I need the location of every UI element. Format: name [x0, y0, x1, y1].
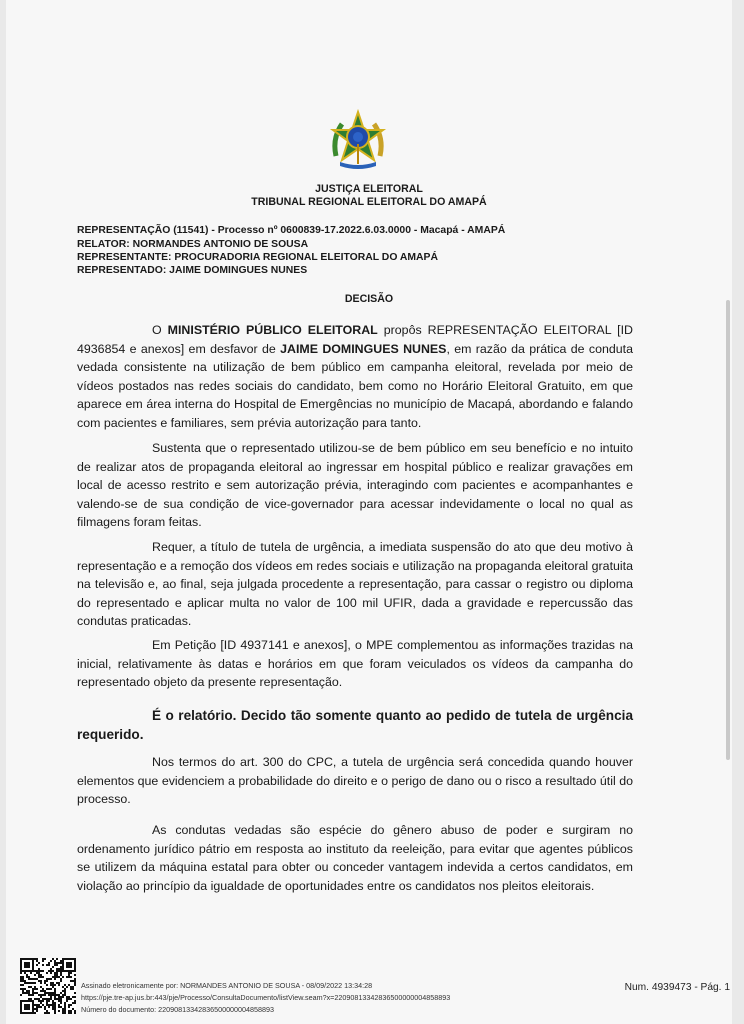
paragraph-1-text-c: propôs REPRESENTAÇÃO ELEITORAL [ID 4936854 e anexos] em desfavor de	[77, 323, 633, 356]
paragraph-1-mpe: MINISTÉRIO PÚBLICO ELEITORAL	[167, 323, 378, 337]
document-page	[6, 0, 732, 1024]
document-url-link[interactable]: https://pje.tre-ap.jus.br:443/pje/Processo/ConsultaDocumento/listView.seam?x=22090813342836500000004858893	[81, 993, 451, 1002]
paragraph-7: As condutas vedadas são espécie do gênero abuso de poder e surgiram no ordenamento jurídico pátrio em resposta ao instituto da reeleição, para evitar que agentes públicos se utilizem da máquina estatal para obter ou conceder vantagem indevida a certos candidatos, em violação ao princípio da igualdade de oportunidades entre os candidatos nos pleitos eleitorais.	[77, 823, 633, 893]
paragraph-1-text-a: O	[152, 323, 168, 337]
paragraph-1	[77, 321, 633, 433]
court-name: JUSTIÇA ELEITORAL	[315, 183, 423, 195]
court-subtitle: TRIBUNAL REGIONAL ELEITORAL DO AMAPÁ	[251, 196, 487, 208]
paragraph-5-report: É o relatório. Decido tão somente quanto ao pedido de tutela de urgência requerido.	[77, 708, 633, 742]
signature-line: Assinado eletronicamente por: NORMANDES ANTONIO DE SOUSA - 08/09/2022 13:34:28	[81, 981, 373, 990]
qr-code-icon	[20, 958, 76, 1014]
document-footer	[6, 954, 732, 1024]
paragraph-6: Nos termos do art. 300 do CPC, a tutela de urgência será concedida quando houver elementos que evidenciem a probabilidade do direito e o perigo de dano ou o risco a resultado útil do processo.	[77, 755, 633, 807]
case-representado-line: REPRESENTADO: JAIME DOMINGUES NUNES	[77, 265, 308, 276]
brazil-coat-of-arms-icon	[326, 108, 390, 172]
case-representante-line: REPRESENTANTE: PROCURADORIA REGIONAL ELEITORAL DO AMAPÁ	[77, 252, 438, 263]
case-process-line: REPRESENTAÇÃO (11541) - Processo nº 0600839-17.2022.6.03.0000 - Macapá - AMAPÁ	[77, 225, 506, 236]
case-relator-line: RELATOR: NORMANDES ANTONIO DE SOUSA	[77, 239, 309, 250]
paragraph-1-text-e: , em razão da prática de conduta vedada consistente na utilização de bem público em campanha eleitoral, revelada por meio de vídeos postados nas redes sociais do candidato, bem como no Horário Eleitoral Gratuito, em que aparece em área interna do Hospital de Emergências no município de Macapá, abordando e falando com pacientes e familiares, sem prévia autorização para tanto.	[77, 341, 634, 430]
scrollbar[interactable]	[726, 300, 730, 760]
paragraph-4: Em Petição [ID 4937141 e anexos], o MPE complementou as informações trazidas na inicial, relativamente às datas e horários em que foram veiculados os vídeos da campanha do representado objeto da presente representação.	[77, 638, 633, 690]
paragraph-1-defendant: JAIME DOMINGUES NUNES	[280, 341, 447, 356]
page-number: Num. 4939473 - Pág. 1	[624, 982, 730, 993]
paragraph-2: Sustenta que o representado utilizou-se de bem público em seu benefício e no intuito de realizar atos de propaganda eleitoral ao ingressar em hospital público e realizar gravações em local de acesso restrito e sem autorização prévia, interagindo com pacientes e acompanhantes e valendo-se de sua condição de vice-governador para acessar indevidamente o local no qual as filmagens foram feitas.	[77, 441, 633, 530]
decision-title: DECISÃO	[344, 293, 394, 305]
document-number: Número do documento: 22090813342836500000004858893	[81, 1005, 275, 1014]
paragraph-3: Requer, a título de tutela de urgência, a imediata suspensão do ato que deu motivo à representação e a remoção dos vídeos em redes sociais e utilização na propaganda eleitoral gratuita na televisão e, ao final, seja julgada procedente a representação, para cassar o registro ou diploma do representado e aplicar multa no valor de 100 mil UFIR, dada a gravidade e repercussão das condutas praticadas.	[77, 540, 633, 629]
